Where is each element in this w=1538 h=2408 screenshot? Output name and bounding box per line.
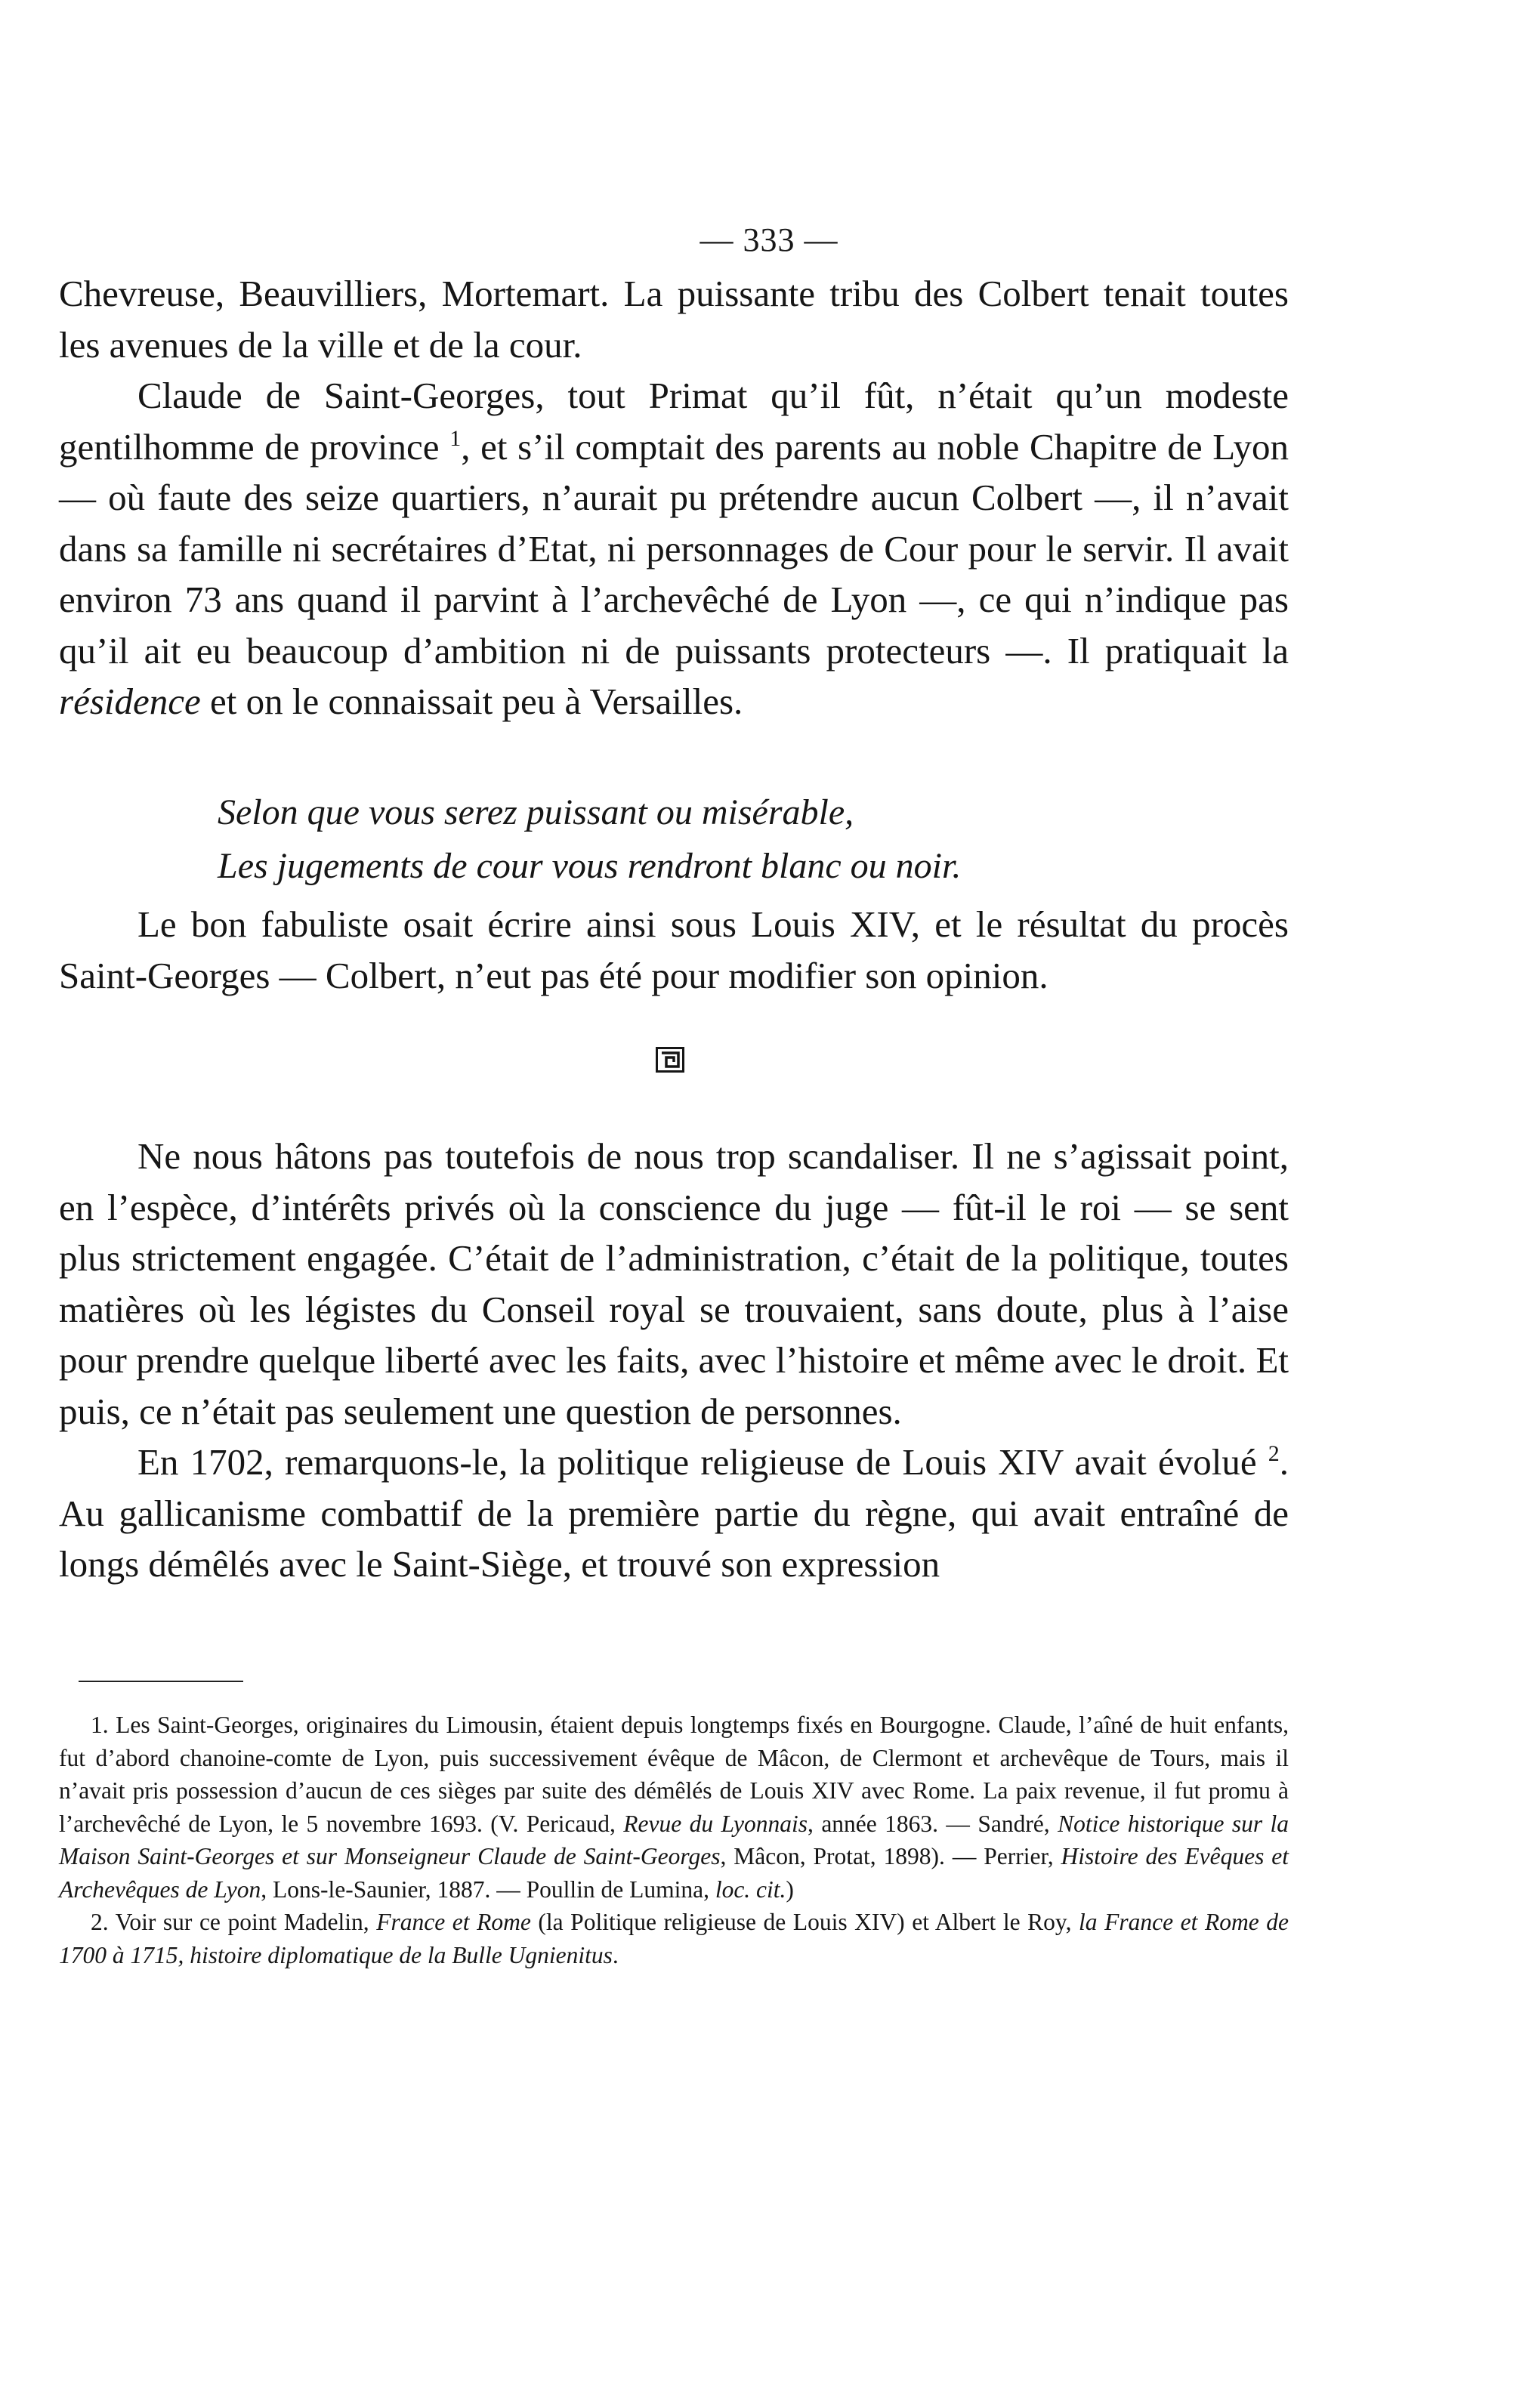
main-text-middle	[59, 899, 1289, 1001]
footnote-2-italic-2: la France et Rome de 1700 à 1715, histoire diplomatique de la Bulle Ugnienitus	[59, 1909, 1289, 1968]
paragraph-5	[59, 1437, 1289, 1590]
footnote-2	[59, 1906, 1289, 1971]
footnote-1-text-d: , Lons-le-Saunier, 1887. — Poullin de Lumina,	[261, 1875, 715, 1903]
footnote-separator	[79, 1681, 243, 1682]
footnotes	[59, 1709, 1289, 1971]
footnote-2-italic-1: France et Rome	[376, 1909, 531, 1935]
footnote-1-text-a: 1. Les Saint-Georges, originaires du Limousin, étaient depuis longtemps fixés en Bourgogne. Claude, l’aîné de huit enfants, fut d’abord chanoine-comte de Lyon, puis successivement évêque de Mâcon, de Clermont et archevêque de Tours, mais il n’avait pris possession d’aucun de ces sièges par suite des démêlés de Louis XIV avec Rome. La paix revenue, il fut promu à l’archevêché de Lyon, le 5 novembre 1693. (V. Pericaud,	[59, 1712, 1289, 1837]
main-text-lower	[59, 1131, 1289, 1590]
footnote-1-italic-3: Histoire des Evêques et Archevêques de Lyon	[59, 1843, 1289, 1903]
section-break-ornament-icon	[656, 1047, 684, 1073]
footnote-ref-2: 2	[1268, 1441, 1280, 1466]
paragraph-2-text-c: et on le connaissait peu à Versailles.	[200, 681, 743, 722]
verse-line-1: Selon que vous serez puissant ou misérable,	[218, 792, 854, 832]
footnote-1-text-b: , année 1863. — Sandré,	[808, 1810, 1058, 1837]
footnote-ref-1: 1	[449, 425, 462, 451]
footnote-1-text-e: )	[786, 1875, 794, 1903]
paragraph-4: Ne nous hâtons pas toutefois de nous trop scandaliser. Il ne s’agissait point, en l’espèce, d’intérêts privés où la conscience du juge — fût-il le roi — se sent plus strictement engagée. C’était de l’administration, c’était de la politique, toutes matières où les légistes du Conseil royal se trouvaient, sans doute, plus à l’aise pour prendre quelque liberté avec les faits, avec l’histoire et même avec le droit. Et puis, ce n’était pas seulement une question de personnes.	[59, 1135, 1289, 1432]
paragraph-2	[59, 370, 1289, 727]
footnote-1	[59, 1709, 1289, 1906]
paragraph-3: Le bon fabuliste osait écrire ainsi sous Louis XIV, et le résultat du procès Saint-Georges — Colbert, n’eut pas été pour modifier son opinion.	[59, 903, 1289, 996]
footnote-2-text-b: (la Politique religieuse de Louis XIV) et Albert le Roy,	[530, 1909, 1079, 1935]
paragraph-2-italic: résidence	[59, 681, 201, 722]
footnote-1-italic-1: Revue du Lyonnais	[623, 1810, 808, 1837]
paragraph-1: Chevreuse, Beauvilliers, Mortemart. La puissante tribu des Colbert tenait toutes les avenues de la ville et de la cour.	[59, 273, 1289, 366]
footnote-2-text-c: .	[612, 1941, 619, 1968]
verse-line-2: Les jugements de cour vous rendront blanc ou noir.	[218, 846, 962, 886]
paragraph-2-text-b: , et s’il comptait des parents au noble Chapitre de Lyon — où faute des seize quartiers, n’aurait pu prétendre aucun Colbert —, il n’avait dans sa famille ni secrétaires d’Etat, ni personnages de Cour pour le servir. Il avait environ 73 ans quand il parvint à l’archevêché de Lyon —, ce qui n’indique pas qu’il ait eu beaucoup d’ambition ni de puissants protecteurs —. Il pratiquait la	[59, 425, 1289, 671]
page-number: — 333 —	[700, 221, 838, 258]
footnote-1-text-c: , Mâcon, Protat, 1898). — Perrier,	[720, 1843, 1061, 1869]
footnote-1-italic-2: Notice historique sur la Maison Saint-Georges et sur Monseigneur Claude de Saint-Georges	[59, 1810, 1289, 1869]
footnote-1-italic-4: loc. cit.	[715, 1875, 786, 1903]
footnote-2-text-a: 2. Voir sur ce point Madelin,	[91, 1909, 377, 1935]
paragraph-5-text-a: En 1702, remarquons-le, la politique religieuse de Louis XIV avait évolué	[137, 1441, 1268, 1483]
main-text-upper	[59, 268, 1289, 727]
paragraph-2-text-a: Claude de Saint-Georges, tout Primat qu’il fût, n’était qu’un modeste gentilhomme de province	[59, 375, 1289, 468]
paragraph-5-text-b: . Au gallicanisme combattif de la première partie du règne, qui avait entraîné de longs démêlés avec le Saint-Siège, et trouvé son expression	[59, 1441, 1289, 1585]
